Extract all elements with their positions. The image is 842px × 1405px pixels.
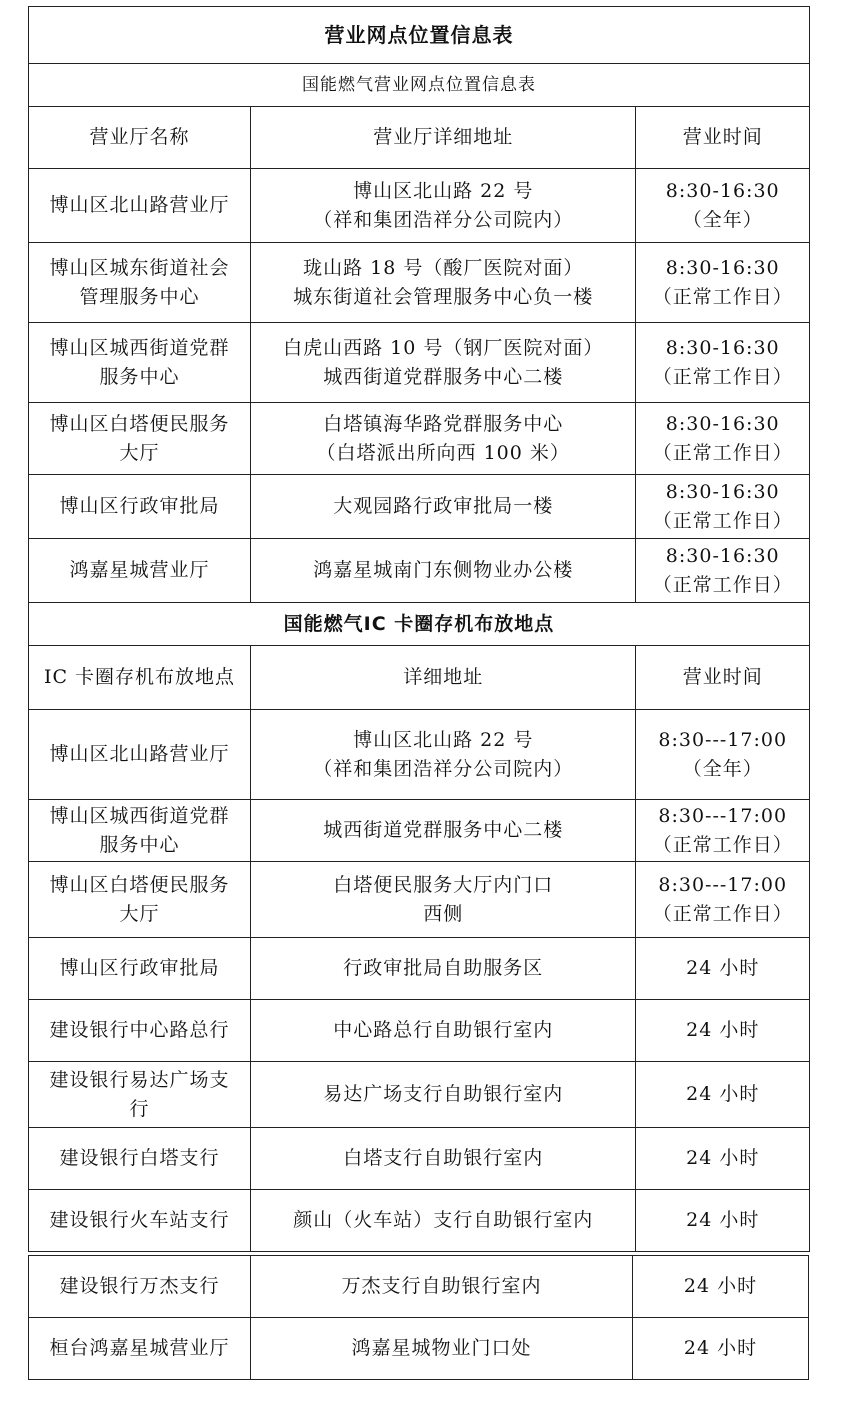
cell-name [29, 1256, 251, 1318]
cell-address [250, 475, 635, 539]
cell-line: （正常工作日） [652, 902, 793, 925]
table-row [29, 1000, 810, 1062]
cell-line: （全年） [682, 757, 763, 780]
cell-line: 鸿嘉星城物业门口处 [351, 1337, 532, 1359]
column-header-address: 营业厅详细地址 [250, 107, 635, 169]
cell-hours [636, 1190, 810, 1252]
cell-name [29, 1000, 251, 1062]
cell-address [250, 323, 635, 403]
cell-name [29, 169, 251, 243]
cell-name [29, 710, 251, 800]
cell-line: 博山区白塔便民服务 [49, 873, 230, 896]
cell-address [250, 539, 635, 603]
cell-hours [636, 862, 810, 938]
cell-hours [636, 323, 810, 403]
cell-line: 建设银行白塔支行 [59, 1147, 220, 1169]
column-header-address: 详细地址 [250, 646, 635, 710]
location-table-continued [28, 1255, 808, 1380]
cell-line: （正常工作日） [652, 285, 793, 308]
cell-hours [636, 475, 810, 539]
table-title: 营业网点位置信息表 [29, 7, 810, 64]
cell-line: 白虎山西路 10 号（钢厂医院对面） [283, 336, 604, 359]
cell-line: 24 小时 [686, 1209, 760, 1231]
cell-line: 鸿嘉星城营业厅 [69, 559, 210, 581]
cell-line: 桓台鸿嘉星城营业厅 [49, 1337, 230, 1359]
cell-line: 中心路总行自助银行室内 [333, 1019, 554, 1041]
cell-hours [636, 710, 810, 800]
cell-name [29, 403, 251, 475]
cell-line: 城西街道党群服务中心二楼 [323, 819, 564, 841]
cell-address [250, 862, 635, 938]
cell-line: 西侧 [423, 902, 464, 925]
column-header-name: IC 卡圈存机布放地点 [29, 646, 251, 710]
table-row [29, 1256, 809, 1318]
table-row [29, 539, 810, 603]
column-header-hours: 营业时间 [636, 646, 810, 710]
column-header-name: 营业厅名称 [29, 107, 251, 169]
cell-address [250, 1000, 635, 1062]
column-header-hours: 营业时间 [636, 107, 810, 169]
cell-line: （白塔派出所向西 100 米） [316, 441, 570, 464]
cell-line: 博山区白塔便民服务 [49, 412, 230, 435]
cell-line: 8:30-16:30 [665, 412, 780, 435]
cell-line: 博山区城西街道党群 [49, 336, 230, 359]
cell-line: （祥和集团浩祥分公司院内） [313, 208, 574, 231]
cell-line: 24 小时 [686, 957, 760, 979]
cell-line: 万杰支行自助银行室内 [341, 1275, 542, 1297]
cell-name [29, 323, 251, 403]
cell-line: 博山区北山路营业厅 [49, 194, 230, 216]
table-row [29, 169, 810, 243]
cell-line: 8:30-16:30 [665, 336, 780, 359]
cell-address [250, 938, 635, 1000]
table-row [29, 403, 810, 475]
cell-line: 博山区行政审批局 [59, 957, 220, 979]
cell-line: （正常工作日） [652, 365, 793, 388]
cell-address [250, 1062, 635, 1128]
cell-line: 24 小时 [686, 1019, 760, 1041]
cell-address [250, 243, 635, 323]
cell-line: 易达广场支行自助银行室内 [323, 1083, 564, 1105]
cell-hours [636, 403, 810, 475]
table-row [29, 1128, 810, 1190]
cell-name [29, 1318, 251, 1380]
cell-line: 博山区北山路营业厅 [49, 743, 230, 765]
cell-line: 24 小时 [683, 1337, 758, 1359]
cell-line: （正常工作日） [652, 573, 793, 596]
cell-line: （正常工作日） [652, 509, 793, 532]
cell-hours [633, 1256, 809, 1318]
location-table [28, 6, 810, 1252]
table-row [29, 1190, 810, 1252]
cell-line: 鸿嘉星城南门东侧物业办公楼 [313, 559, 574, 581]
cell-line: 24 小时 [683, 1275, 758, 1297]
cell-hours [636, 539, 810, 603]
cell-line: 建设银行万杰支行 [59, 1275, 220, 1297]
cell-line: 行政审批局自助服务区 [343, 957, 544, 979]
cell-line: （正常工作日） [652, 441, 793, 464]
cell-line: 珑山路 18 号（酸厂医院对面） [303, 256, 584, 279]
table-subtitle: 国能燃气营业网点位置信息表 [29, 64, 810, 107]
section-title: 国能燃气IC 卡圈存机布放地点 [29, 603, 810, 646]
cell-hours [636, 938, 810, 1000]
cell-hours [636, 1062, 810, 1128]
cell-line: 城东街道社会管理服务中心负一楼 [293, 285, 594, 308]
cell-hours [636, 169, 810, 243]
cell-line: 白塔镇海华路党群服务中心 [323, 412, 564, 435]
cell-line: 8:30-16:30 [665, 544, 780, 567]
table-row [29, 800, 810, 862]
cell-line: （正常工作日） [652, 833, 793, 856]
table-row [29, 938, 810, 1000]
cell-hours [636, 1000, 810, 1062]
cell-line: 大厅 [119, 902, 160, 925]
table-row [29, 1318, 809, 1380]
cell-name [29, 862, 251, 938]
cell-line: 8:30---17:00 [658, 728, 788, 751]
cell-hours [636, 1128, 810, 1190]
cell-line: 白塔支行自助银行室内 [343, 1147, 544, 1169]
cell-address [250, 1190, 635, 1252]
cell-line: 8:30-16:30 [665, 179, 780, 202]
table-row [29, 1062, 810, 1128]
cell-line: 24 小时 [686, 1083, 760, 1105]
cell-address [250, 403, 635, 475]
cell-name [29, 1128, 251, 1190]
cell-line: （祥和集团浩祥分公司院内） [313, 757, 574, 780]
cell-line: 颜山（火车站）支行自助银行室内 [293, 1209, 594, 1231]
cell-line: 城西街道党群服务中心二楼 [323, 365, 564, 388]
cell-address [250, 169, 635, 243]
cell-address [250, 1128, 635, 1190]
cell-name [29, 1190, 251, 1252]
cell-name [29, 243, 251, 323]
cell-line: 白塔便民服务大厅内门口 [333, 873, 554, 896]
cell-name [29, 938, 251, 1000]
cell-name [29, 539, 251, 603]
cell-hours [633, 1318, 809, 1380]
cell-name [29, 475, 251, 539]
cell-line: 建设银行易达广场支 [49, 1068, 230, 1091]
cell-line: 管理服务中心 [79, 285, 200, 308]
cell-line: 服务中心 [99, 833, 180, 856]
cell-name [29, 800, 251, 862]
cell-line: 建设银行中心路总行 [49, 1019, 230, 1041]
cell-line: 博山区北山路 22 号 [353, 179, 534, 202]
cell-address [250, 710, 635, 800]
cell-line: （全年） [682, 208, 763, 231]
table-row [29, 862, 810, 938]
cell-address [251, 1256, 633, 1318]
cell-address [251, 1318, 633, 1380]
cell-line: 8:30-16:30 [665, 256, 780, 279]
cell-line: 大观园路行政审批局一楼 [333, 495, 554, 517]
cell-line: 博山区北山路 22 号 [353, 728, 534, 751]
cell-hours [636, 243, 810, 323]
cell-line: 建设银行火车站支行 [49, 1209, 230, 1231]
cell-line: 博山区城西街道党群 [49, 804, 230, 827]
table-row [29, 710, 810, 800]
cell-address [250, 800, 635, 862]
table-row [29, 475, 810, 539]
cell-line: 服务中心 [99, 365, 180, 388]
cell-line: 博山区行政审批局 [59, 495, 220, 517]
cell-line: 8:30-16:30 [665, 480, 780, 503]
table-row [29, 243, 810, 323]
cell-hours [636, 800, 810, 862]
table-row [29, 323, 810, 403]
cell-line: 行 [129, 1097, 150, 1120]
cell-line: 大厅 [119, 441, 160, 464]
cell-line: 8:30---17:00 [658, 804, 788, 827]
cell-line: 24 小时 [686, 1147, 760, 1169]
cell-line: 博山区城东街道社会 [49, 256, 230, 279]
cell-line: 8:30---17:00 [658, 873, 788, 896]
cell-name [29, 1062, 251, 1128]
